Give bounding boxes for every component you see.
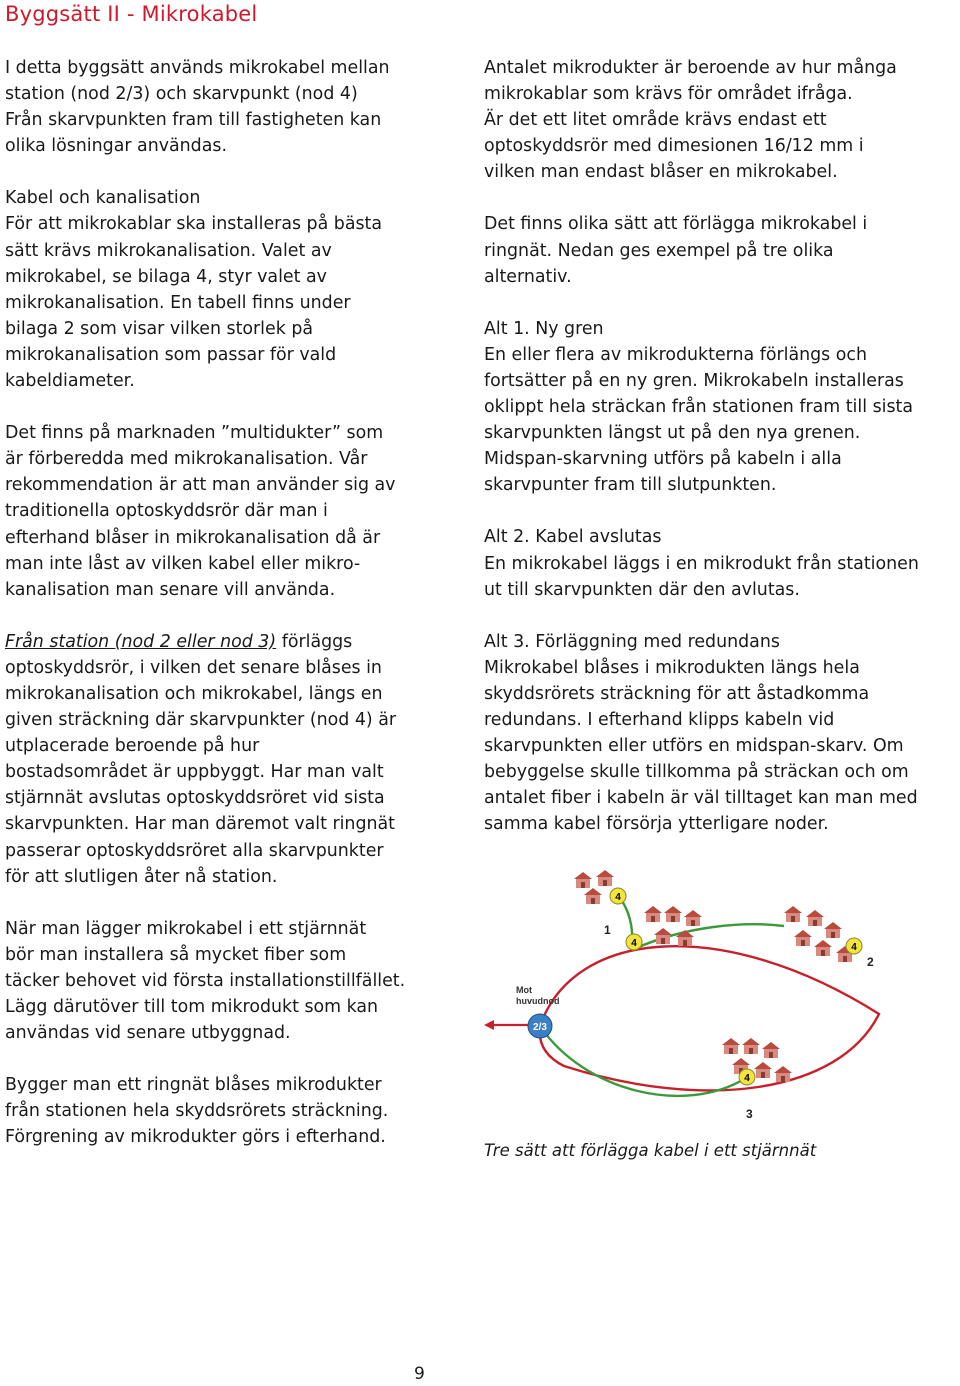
mot-label: Mot <box>516 985 532 995</box>
text-line: Midspan-skarvning utförs på kabeln i alla <box>484 449 842 470</box>
text-line: från stationen hela skyddsrörets sträckning. <box>5 1101 389 1122</box>
text-line: skarvpunkten längst ut på den nya grenen. <box>484 423 861 444</box>
text-line: användas vid senare utbyggnad. <box>5 1023 291 1044</box>
text-line: vilken man endast blåser en mikrokabel. <box>484 162 838 183</box>
text-line: Bygger man ett ringnät blåses mikrodukter <box>5 1075 382 1096</box>
ring-duct <box>540 946 879 1090</box>
alt2-heading: Alt 2. Kabel avslutas <box>484 527 662 548</box>
text-line: man inte låst av vilken kabel eller mikro- <box>5 553 361 574</box>
network-diagram <box>484 866 884 1136</box>
svg-text:2/3: 2/3 <box>533 1022 547 1033</box>
alt3-paragraph <box>484 629 960 838</box>
text-line: En mikrokabel läggs i en mikrodukt från stationen <box>484 553 919 574</box>
text-line: mikrokanalisation och mikrokabel, längs en <box>5 683 383 704</box>
text-line: oklippt hela sträckan från stationen fram till sista <box>484 397 913 418</box>
branch-3-label: 3 <box>746 1107 753 1121</box>
text-line: station (nod 2/3) och skarvpunkt (nod 4) <box>5 84 358 105</box>
kanalisation-paragraph <box>5 185 445 394</box>
text-line: När man lägger mikrokabel i ett stjärnnät <box>5 918 367 939</box>
text-line: skarvpunkten eller utförs en midspan-skarv. Om <box>484 736 904 757</box>
text-line: bilaga 2 som visar vilken storlek på <box>5 318 314 339</box>
text-line: mikrokanalisation som passar för vald <box>5 344 337 365</box>
alt1-heading: Alt 1. Ny gren <box>484 318 604 339</box>
text-line: är förberedda med mikrokanalisation. Vår <box>5 449 368 470</box>
text-line: bör man installera så mycket fiber som <box>5 944 347 965</box>
text-line: mikrokanalisation. En tabell finns under <box>5 292 351 313</box>
right-column <box>484 55 960 863</box>
page-title: Byggsätt II - Mikrokabel <box>5 2 258 26</box>
alt3-heading: Alt 3. Förläggning med redundans <box>484 631 780 652</box>
text-line: skarvpunter fram till slutpunkten. <box>484 475 777 496</box>
station-node <box>528 1014 552 1038</box>
left-column <box>5 55 445 1176</box>
text-line: skarvpunkten. Har man däremot valt ringnät <box>5 814 395 835</box>
text-line: efterhand blåser in mikrokanalisation då är <box>5 527 381 548</box>
text-line: skyddsrörets sträckning för att åstadkomma <box>484 683 870 704</box>
text-line: bebyggelse skulle tillkomma på sträckan och om <box>484 762 909 783</box>
skarvpunkt-node <box>610 888 626 904</box>
text-line: mikrokablar som krävs för området ifråga. <box>484 84 853 105</box>
text-line: alternativ. <box>484 266 572 287</box>
diagram-caption: Tre sätt att förlägga kabel i ett stjärnnät <box>484 1141 817 1160</box>
svg-text:4: 4 <box>615 892 621 903</box>
svg-text:4: 4 <box>744 1073 750 1084</box>
text-line: kabeldiameter. <box>5 371 135 392</box>
station-emphasis: Från station (nod 2 eller nod 3) <box>5 631 277 652</box>
ringnat-paragraph <box>5 1072 445 1150</box>
text-line: ringnät. Nedan ges exempel på tre olika <box>484 240 834 261</box>
skarvpunkt-node <box>739 1069 755 1085</box>
text-line: För att mikrokablar ska installeras på bästa <box>5 214 383 235</box>
text-line: optoskyddsrör, i vilken det senare blåses in <box>5 657 382 678</box>
alt1-paragraph <box>484 316 960 499</box>
text-line: I detta byggsätt används mikrokabel mellan <box>5 58 390 78</box>
stjarnnat-paragraph <box>5 916 445 1046</box>
text-line: Från skarvpunkten fram till fastigheten kan <box>5 110 382 131</box>
text-line: fortsätter på en ny gren. Mikrokabeln installeras <box>484 370 904 391</box>
svg-text:4: 4 <box>631 938 637 949</box>
text-line: En eller flera av mikrodukterna förlängs och <box>484 344 867 365</box>
text-line: traditionella optoskyddsrör där man i <box>5 501 328 522</box>
skarvpunkt-node <box>626 934 642 950</box>
satt-paragraph <box>484 211 960 289</box>
multidukter-paragraph <box>5 420 445 603</box>
text-line: Det finns på marknaden ”multidukter” som <box>5 423 384 444</box>
text-line: Lägg därutöver till tom mikrodukt som kan <box>5 997 379 1017</box>
text-line: stjärnnät avslutas optoskyddsröret vid sista <box>5 788 385 809</box>
text-line: sätt krävs mikrokanalisation. Valet av <box>5 240 332 261</box>
text-line: rekommendation är att man använder sig av <box>5 475 396 496</box>
branch-2-label: 2 <box>867 955 874 969</box>
text-line: Det finns olika sätt att förlägga mikrokabel i <box>484 214 868 235</box>
text-line: samma kabel försörja ytterligare noder. <box>484 814 829 835</box>
text-line: Är det ett litet område krävs endast ett <box>484 110 827 131</box>
text-line: optoskyddsrör med dimesionen 16/12 mm i <box>484 136 864 157</box>
text-line: antalet fiber i kabeln är väl tilltaget kan man med <box>484 788 918 809</box>
text-line: redundans. I efterhand klipps kabeln vid <box>484 709 835 730</box>
text-line: kanalisation man senare vill använda. <box>5 579 336 600</box>
text-line: täcker behovet vid första installationstillfället. <box>5 970 406 991</box>
text-line: ut till skarvpunkten där den avlutas. <box>484 579 800 600</box>
text-line: Förgrening av mikrodukter görs i efterhand. <box>5 1127 386 1148</box>
svg-text:4: 4 <box>851 942 857 953</box>
station-paragraph <box>5 629 445 890</box>
skarvpunkt-node <box>846 938 862 954</box>
arrow-head-icon <box>484 1020 494 1030</box>
branch-1-label: 1 <box>604 923 611 937</box>
text-line: olika lösningar användas. <box>5 136 227 157</box>
antal-paragraph <box>484 55 960 185</box>
text-fragment: förläggs <box>276 631 353 652</box>
text-line: Mikrokabel blåses i mikrodukten längs hela <box>484 657 860 678</box>
text-line <box>5 629 445 655</box>
text-line: för att slutligen åter nå station. <box>5 866 278 887</box>
text-line: utplacerade beroende på hur <box>5 736 260 757</box>
intro-paragraph <box>5 55 445 159</box>
text-line: passerar optoskyddsröret alla skarvpunkter <box>5 840 384 861</box>
text-line: bostadsområdet är uppbyggt. Har man valt <box>5 762 384 783</box>
section-heading: Kabel och kanalisation <box>5 188 201 209</box>
alt2-paragraph <box>484 524 960 602</box>
text-line: Antalet mikrodukter är beroende av hur många <box>484 58 897 78</box>
huvudnod-label: huvudnod <box>516 996 560 1006</box>
text-line: mikrokabel, se bilaga 4, styr valet av <box>5 266 327 287</box>
page-number: 9 <box>414 1364 425 1384</box>
text-line: given sträckning där skarvpunkter (nod 4) är <box>5 710 397 731</box>
